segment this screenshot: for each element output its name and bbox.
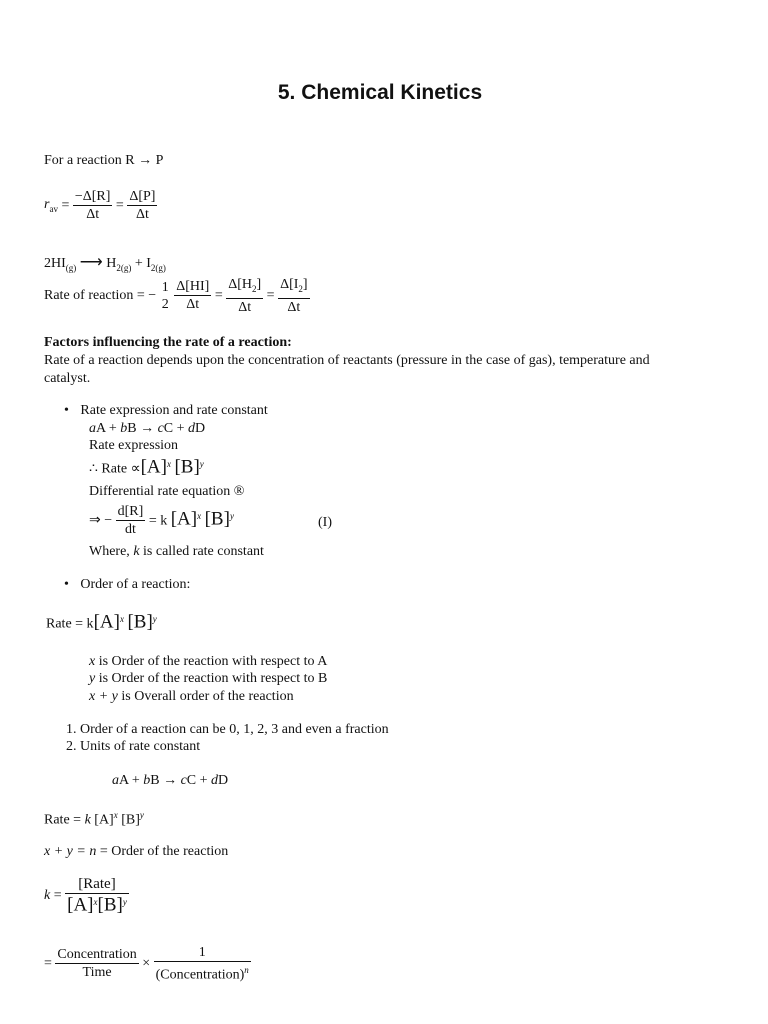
- k-fraction: [65, 876, 129, 916]
- denominator: Δt: [238, 299, 252, 315]
- exp-n: n: [244, 965, 249, 975]
- equals-sign: =: [61, 197, 70, 213]
- differential-rate-equation: [89, 503, 234, 538]
- coef-b: b: [143, 773, 151, 788]
- overall-order-line: [89, 689, 294, 705]
- differential-rate-label: Differential rate equation ®: [89, 484, 245, 499]
- conc-time-fraction: [55, 946, 138, 981]
- coef-d: d: [188, 421, 196, 436]
- rate-subscript: av: [49, 203, 58, 214]
- equals-sign: =: [266, 287, 275, 303]
- line-text: is Order of the reaction with respect to B: [95, 671, 328, 686]
- units-rate-law: [44, 810, 144, 829]
- plus: +: [134, 256, 143, 271]
- num-text: Δ[H: [228, 277, 252, 292]
- conc-a: [A]: [67, 894, 94, 916]
- exp-y: y: [122, 897, 127, 907]
- equals-k: = k: [148, 513, 168, 529]
- therefore-rate: ∴ Rate: [89, 461, 128, 477]
- line-text: is Order of the reaction with respect to A: [95, 654, 328, 669]
- k-symbol: k: [84, 812, 91, 828]
- where-end: is called rate constant: [139, 544, 264, 559]
- reaction-part: C +: [163, 421, 189, 436]
- times-sign: ×: [142, 955, 151, 971]
- conc-b: [B]: [97, 894, 123, 916]
- order-n-line: [44, 844, 228, 860]
- units-reaction: [112, 773, 228, 789]
- hi-decomposition-reaction: [44, 252, 166, 273]
- numerator: [226, 276, 263, 299]
- reaction-part: C +: [186, 773, 212, 788]
- numbered-item-1: 1. Order of a reaction can be 0, 1, 2, 3 and even a fraction: [66, 722, 389, 737]
- fraction-hi: [174, 278, 211, 313]
- average-rate-equation: [44, 188, 157, 223]
- product-1: H: [106, 256, 117, 271]
- exp-y: y: [199, 459, 204, 469]
- reaction-part: D: [195, 421, 206, 436]
- coef-c: c: [180, 773, 187, 788]
- num-end: ]: [302, 277, 308, 292]
- exp-y: y: [229, 511, 234, 522]
- num-sub: 2: [298, 283, 303, 294]
- rate-eq: Rate =: [44, 812, 85, 828]
- conc-a: [A]: [140, 456, 167, 478]
- reaction-part: B →: [127, 421, 158, 436]
- rhs: [148, 508, 234, 530]
- num-end: ]: [256, 277, 262, 292]
- fraction-product: [127, 188, 157, 223]
- coef-a: a: [89, 421, 96, 436]
- reaction-part: A +: [96, 421, 121, 436]
- numerator: Δ[HI]: [176, 279, 210, 295]
- rate-proportional: [89, 456, 204, 478]
- denominator: Δt: [135, 207, 149, 222]
- coef-b: b: [120, 421, 128, 436]
- exp-y: y: [152, 614, 157, 624]
- product-2: I: [146, 256, 151, 271]
- numerator: 1: [154, 944, 251, 962]
- fraction-i2: [278, 276, 310, 316]
- factors-text-line-2: catalyst.: [44, 371, 91, 386]
- bullet-dot: •: [64, 577, 69, 592]
- equals-minus: = −: [136, 287, 157, 303]
- bullet-title: Order of a reaction:: [80, 577, 191, 592]
- reactant: 2HI: [44, 256, 66, 271]
- exp-y: y: [139, 810, 144, 820]
- bullet-order: [64, 577, 190, 593]
- denominator: Δt: [287, 299, 301, 315]
- conc-text: (Concentration): [155, 967, 245, 983]
- intro-line: For a reaction R → P: [44, 153, 164, 168]
- bullet-dot: •: [64, 403, 69, 418]
- num-text: Δ[I: [280, 277, 299, 292]
- denominator: Time: [82, 965, 112, 981]
- coefficient-fraction: [160, 279, 171, 313]
- equals-k: = k: [75, 616, 94, 632]
- denominator: dt: [125, 522, 136, 537]
- rate-constant-note: [89, 544, 264, 560]
- equals-sign: =: [115, 197, 124, 213]
- line-text: is Overall order of the reaction: [117, 689, 294, 704]
- rate-label: Rate: [46, 616, 72, 632]
- k-symbol: k: [44, 887, 51, 903]
- fraction-reactant: [73, 188, 113, 223]
- numerator: [Rate]: [65, 876, 129, 894]
- denominator: [154, 962, 251, 984]
- equals-sign: =: [53, 887, 62, 903]
- numbered-item-2: 2. Units of rate constant: [66, 739, 201, 754]
- conc-a: [A]: [170, 508, 198, 530]
- var-y: y: [89, 671, 96, 686]
- numerator: Concentration: [57, 947, 137, 963]
- factors-text-line-1: Rate of a reaction depends upon the concentration of reactants (pressure in the case of gas), temperature and: [44, 353, 650, 368]
- proportional-symbol: ∝: [130, 461, 141, 477]
- rate-symbol: r: [44, 197, 50, 213]
- rate-constant-formula: [44, 876, 129, 916]
- conc-b: [B]: [204, 508, 230, 530]
- exp-x: x: [119, 614, 124, 624]
- rate-expression-label: Rate expression: [89, 438, 179, 453]
- numerator: [278, 276, 310, 299]
- implies: ⇒ −: [89, 513, 113, 528]
- var-xy: x + y: [89, 689, 118, 704]
- line-text: = Order of the reaction: [96, 844, 229, 859]
- numerator: 1: [161, 279, 169, 295]
- conc-a: [A]: [90, 812, 114, 828]
- fraction-h2: [226, 276, 263, 316]
- exp-x: x: [113, 810, 118, 820]
- conc-b: [B]: [127, 611, 153, 633]
- numerator: −Δ[R]: [74, 189, 111, 204]
- order-x-line: [89, 654, 327, 670]
- where: Where,: [89, 544, 134, 559]
- coef-a: a: [112, 773, 119, 788]
- reaction-part: A +: [119, 773, 144, 788]
- label: Rate of reaction: [44, 287, 134, 303]
- denominator: Δt: [86, 207, 100, 222]
- coef-d: d: [211, 773, 219, 788]
- equation-number: (I): [318, 515, 332, 530]
- reaction-arrow: ⟶: [79, 254, 103, 271]
- conc-b: [B]: [117, 812, 140, 828]
- one-over-conc-fraction: [154, 944, 251, 984]
- exp-x: x: [93, 897, 98, 907]
- numerator: Δ[P]: [129, 189, 156, 204]
- rate-of-reaction-equation: [44, 276, 310, 316]
- k-symbol: k: [133, 544, 140, 559]
- conc-a: [A]: [93, 611, 120, 633]
- num-sub: 2: [252, 283, 257, 294]
- equals-sign: =: [214, 287, 223, 303]
- page-title: 5. Chemical Kinetics: [277, 81, 483, 104]
- denominator: [65, 894, 129, 916]
- state: 2(g): [116, 262, 132, 273]
- coef-c: c: [157, 421, 164, 436]
- state: (g): [65, 262, 77, 273]
- conc-b: [B]: [174, 456, 200, 478]
- equals-sign: =: [44, 955, 52, 971]
- dr-dt-fraction: [116, 503, 146, 538]
- exp-x: x: [197, 511, 202, 522]
- factors-heading: Factors influencing the rate of a reaction:: [44, 335, 292, 350]
- reaction-part: D: [218, 773, 229, 788]
- general-reaction: [89, 421, 205, 437]
- denominator: Δt: [186, 297, 200, 313]
- vars: x + y = n: [44, 844, 97, 859]
- state: 2(g): [150, 262, 166, 273]
- numerator: d[R]: [117, 504, 144, 519]
- exp-x: x: [166, 459, 171, 469]
- var-x: x: [89, 654, 96, 669]
- order-y-line: [89, 671, 327, 687]
- units-final-expression: [44, 944, 251, 984]
- denominator: 2: [161, 296, 169, 312]
- rate-law: [46, 611, 157, 633]
- bullet-title: Rate expression and rate constant: [80, 403, 268, 418]
- reaction-part: B →: [150, 773, 181, 788]
- bullet-rate-expression: [64, 403, 268, 419]
